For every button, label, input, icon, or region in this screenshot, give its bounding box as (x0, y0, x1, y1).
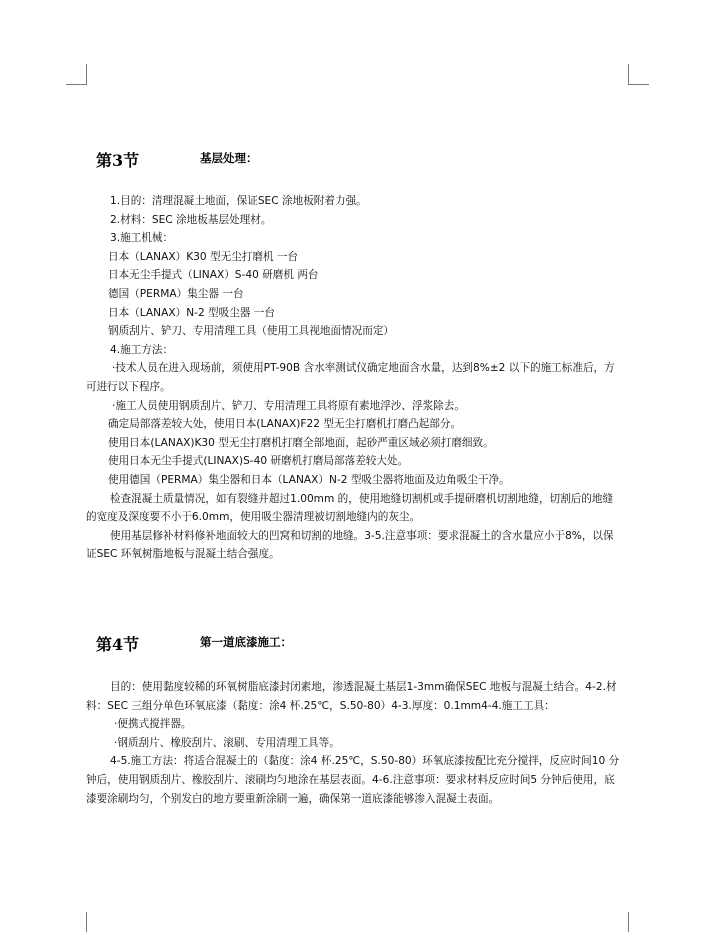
paragraph: 使用基层修补材料修补地面较大的凹窝和切割的地缝。3-5.注意事项：要求混凝土的含水量应小于8%，以保证SEC 环氧树脂地板与混凝土结合强度。 (86, 529, 614, 561)
paragraph: 日本无尘手提式（LINAX）S-40 研磨机 两台 (108, 269, 319, 282)
paragraph: 日本（LANAX）K30 型无尘打磨机 一台 (108, 250, 299, 263)
paragraph: ·便携式搅拌器。 (114, 718, 192, 731)
paragraph: 使用日本无尘手提式(LINAX)S-40 研磨机打磨局部落差较大处。 (108, 455, 409, 468)
crop-mark-top-left (66, 64, 87, 85)
section-title: 第一道底漆施工： (200, 635, 292, 649)
crop-mark-bottom-left (66, 912, 87, 932)
paragraph: 确定局部落差较大处，使用日本(LANAX)F22 型无尘打磨机打磨凸起部分。 (108, 418, 462, 431)
paragraph: 使用日本(LANAX)K30 型无尘打磨机打磨全部地面，起砂严重区域必须打磨细致。 (108, 436, 494, 449)
paragraph: 德国（PERMA）集尘器 一台 (108, 287, 244, 300)
paragraph: 钢质刮片、铲刀、专用清理工具（使用工具视地面情况而定） (108, 325, 395, 338)
paragraph: 4.施工方法： (110, 343, 174, 356)
paragraph: 日本（LANAX）N-2 型吸尘器 一台 (108, 306, 275, 319)
paragraph: 目的：使用黏度较稀的环氧树脂底漆封闭素地，渗透混凝土基层1-3mm确保SEC 地板与混凝土结合。4-2.材料：SEC 三组分单色环氧底漆（黏度：涂4 杯.25℃，S.50-80）4-3.厚度：0.1mm4-4.施工工具： (86, 681, 617, 712)
paragraph: ·施工人员使用钢质刮片、铲刀、专用清理工具将原有素地浮沙、浮浆除去。 (112, 399, 465, 412)
paragraph: 2.材料：SEC 涂地板基层处理材。 (110, 213, 272, 226)
section-4-heading (86, 632, 622, 658)
paragraph: 1.目的：清理混凝土地面，保证SEC 涂地板附着力强。 (110, 195, 367, 207)
section-4 (86, 632, 622, 808)
section-3 (86, 148, 622, 564)
section-title: 基层处理： (200, 151, 258, 165)
paragraph: 4-5.施工方法：将适合混凝土的（黏度：涂4 杯.25℃，S.50-80）环氧底漆按配比充分搅拌，反应时间10 分钟后，使用钢质刮片、橡胶刮片、滚刷均匀地涂在基层表面。4-6.注意事项：要求材料反应时间5 分钟后使用，底漆要涂刷均匀，个别发白的地方要重新涂刷一遍，确保第一道底漆能够渗入混凝土表面。 (86, 755, 620, 805)
crop-mark-top-right (628, 64, 649, 85)
paragraph: ·钢质刮片、橡胶刮片、滚刷、专用清理工具等。 (114, 736, 340, 749)
paragraph: 3.施工机械： (110, 232, 174, 245)
paragraph: 使用德国（PERMA）集尘器和日本（LANAX）N-2 型吸尘器将地面及边角吸尘干净。 (108, 473, 510, 486)
crop-mark-bottom-right (628, 912, 649, 932)
section-number: 第3节 (96, 151, 140, 170)
section-number: 第4节 (96, 635, 140, 654)
paragraph: ·技术人员在进入现场前，须使用PT-90B 含水率测试仪确定地面含水量，达到8%±2 以下的施工标准后，方可进行以下程序。 (86, 362, 615, 393)
section-3-heading (86, 148, 622, 174)
paragraph: 检查混凝土质量情况，如有裂缝并超过1.00mm 的，使用地缝切割机或手提研磨机切割地缝，切割后的地缝的宽度及深度要不小于6.0mm，使用吸尘器清理被切割地缝内的灰尘。 (86, 492, 614, 524)
